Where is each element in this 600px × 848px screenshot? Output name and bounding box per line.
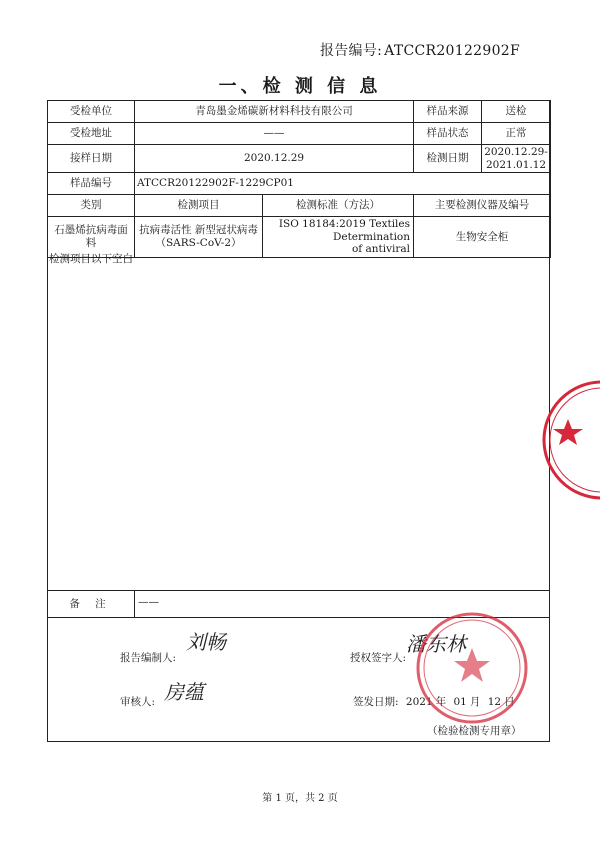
- receipt-date-label: 接样日期: [48, 145, 135, 173]
- issue-year: 2021: [405, 696, 433, 708]
- issue-date-label: 签发日期:: [353, 696, 399, 708]
- reviewer-signature: 房蕴: [164, 680, 204, 704]
- standard-line-2: of antiviral: [351, 243, 411, 256]
- client-value: 青岛墨金烯碳新材料科技有限公司: [135, 101, 414, 123]
- prepared-by-label: 报告编制人:: [120, 652, 177, 664]
- month-unit: 月: [469, 696, 481, 708]
- day-unit: 日: [504, 696, 515, 708]
- remarks-value: ——: [138, 596, 159, 608]
- standard-line-1: ISO 18184:2019 Textiles Determination: [278, 218, 411, 243]
- sample-status-label: 样品状态: [414, 123, 482, 145]
- authorized-signer-label: 授权签字人:: [350, 652, 407, 664]
- item-line-2: （SARS-CoV-2）: [155, 237, 242, 250]
- standard-cell: [263, 217, 414, 258]
- sample-id-label: 样品编号: [48, 173, 135, 195]
- sample-source-value: 送检: [482, 101, 551, 123]
- inspection-info-table: [47, 100, 551, 258]
- issue-month: 01: [453, 696, 467, 708]
- sample-status-value: 正常: [482, 123, 551, 145]
- category-cell: 石墨烯抗病毒面料: [48, 217, 135, 258]
- remarks-label: 备 注: [69, 598, 112, 610]
- report-number-label: 报告编号:: [319, 43, 383, 59]
- instrument-cell: 生物安全柜: [414, 217, 551, 258]
- prepared-by-signature: 刘畅: [186, 630, 226, 654]
- page-footer: 第 1 页，共 2 页: [262, 793, 338, 804]
- test-date-label: 检测日期: [414, 145, 482, 173]
- test-date-value: 2020.12.29-2021.01.12: [482, 145, 551, 173]
- table-header-row: [48, 195, 551, 217]
- sample-id-value: ATCCR20122902F-1229CP01: [135, 173, 551, 195]
- instrument-header: 主要检测仪器及编号: [414, 195, 551, 217]
- sample-source-label: 样品来源: [414, 101, 482, 123]
- table-row: [48, 145, 551, 173]
- star-icon: [553, 419, 583, 445]
- category-header: 类别: [48, 195, 135, 217]
- company-seal: [410, 612, 540, 724]
- item-header: 检测项目: [135, 195, 263, 217]
- issue-day: 12: [487, 696, 502, 708]
- table-row: [48, 123, 551, 145]
- right-edge-seal: [540, 375, 600, 505]
- empty-below-note: 检测项目以下空白: [49, 253, 133, 265]
- client-label: 受检单位: [48, 101, 135, 123]
- standard-header: 检测标准（方法）: [263, 195, 414, 217]
- stamp-caption: （检验检测专用章）: [427, 725, 522, 737]
- table-row: [48, 101, 551, 123]
- report-number-value: ATCCR20122902F: [384, 43, 520, 59]
- authorized-signature: 潘东林: [406, 632, 466, 656]
- item-line-1: 抗病毒活性 新型冠状病毒: [139, 224, 258, 237]
- receipt-date-value: 2020.12.29: [135, 145, 414, 173]
- year-unit: 年: [435, 696, 447, 708]
- client-address-label: 受检地址: [48, 123, 135, 145]
- reviewer-label: 审核人:: [120, 696, 156, 708]
- remarks-top-divider: [47, 590, 550, 591]
- report-number: [320, 40, 522, 60]
- client-address-value: ——: [135, 123, 414, 145]
- section-title: 一、检 测 信 息: [218, 76, 382, 97]
- item-cell: [135, 217, 263, 258]
- table-row: [48, 173, 551, 195]
- remarks-column-divider: [134, 590, 135, 617]
- star-icon: [454, 648, 490, 682]
